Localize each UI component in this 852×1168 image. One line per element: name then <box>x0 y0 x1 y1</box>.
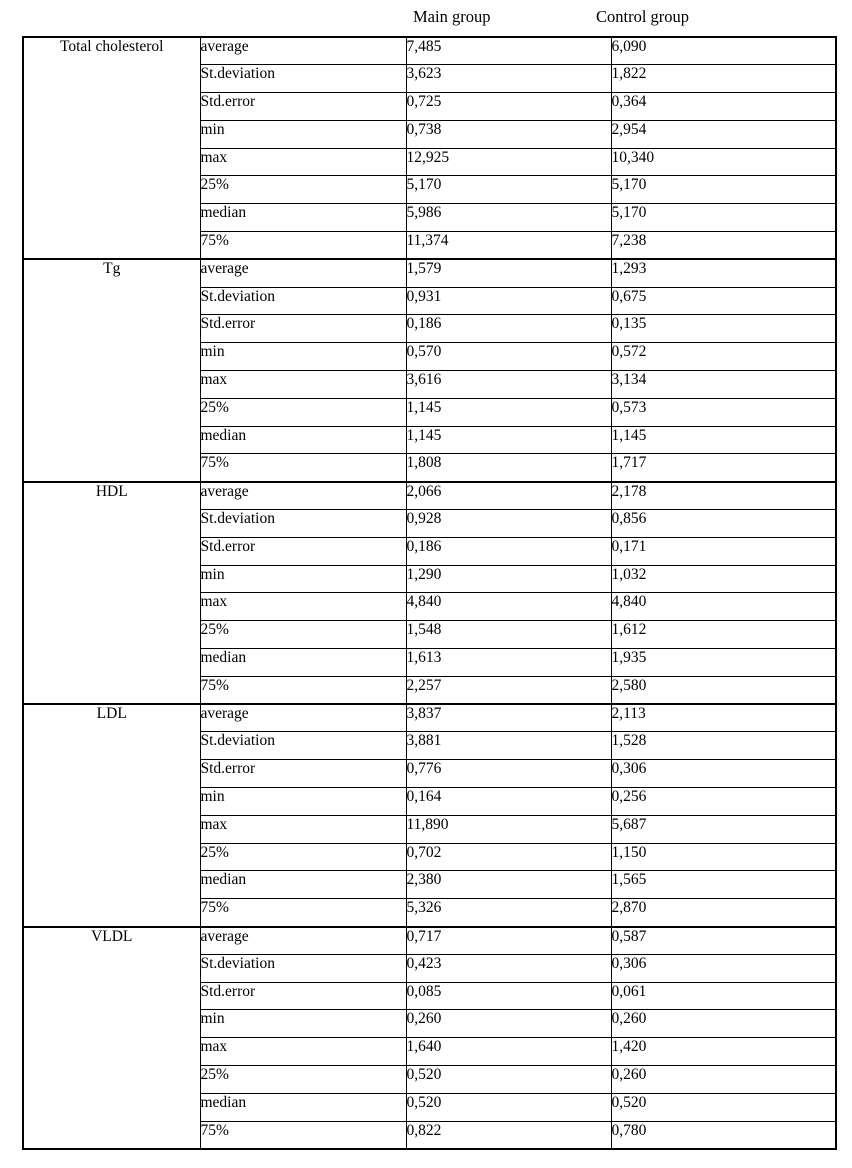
stat-label-cell: St.deviation <box>200 732 406 760</box>
main-value-cell: 5,986 <box>406 204 611 232</box>
table-row <box>23 259 836 287</box>
control-value-cell: 1,822 <box>611 65 836 93</box>
control-value-cell: 0,260 <box>611 1065 836 1093</box>
stat-label-cell: max <box>200 371 406 399</box>
main-value-cell: 3,837 <box>406 704 611 732</box>
main-value-cell: 1,145 <box>406 426 611 454</box>
stat-label-cell: average <box>200 259 406 287</box>
stat-label-cell: min <box>200 120 406 148</box>
stat-label-cell: max <box>200 815 406 843</box>
main-value-cell: 0,822 <box>406 1121 611 1149</box>
main-value-cell: 0,423 <box>406 954 611 982</box>
main-value-cell: 0,931 <box>406 287 611 315</box>
stat-label-cell: 25% <box>200 398 406 426</box>
main-value-cell: 1,640 <box>406 1038 611 1066</box>
main-value-cell: 1,579 <box>406 259 611 287</box>
main-value-cell: 0,570 <box>406 343 611 371</box>
table-row <box>23 927 836 955</box>
main-value-cell: 4,840 <box>406 593 611 621</box>
main-value-cell: 0,186 <box>406 537 611 565</box>
main-value-cell: 0,164 <box>406 788 611 816</box>
control-value-cell: 2,113 <box>611 704 836 732</box>
main-value-cell: 0,186 <box>406 315 611 343</box>
main-value-cell: 0,520 <box>406 1065 611 1093</box>
main-value-cell: 1,613 <box>406 649 611 677</box>
control-value-cell: 1,935 <box>611 649 836 677</box>
main-group-header: Main group <box>413 7 491 26</box>
stat-label-cell: median <box>200 649 406 677</box>
control-value-cell: 5,170 <box>611 204 836 232</box>
control-value-cell: 5,170 <box>611 176 836 204</box>
main-value-cell: 0,928 <box>406 510 611 538</box>
stat-label-cell: 25% <box>200 176 406 204</box>
control-value-cell: 0,306 <box>611 760 836 788</box>
main-value-cell: 0,725 <box>406 93 611 121</box>
control-value-cell: 0,135 <box>611 315 836 343</box>
table-row <box>23 704 836 732</box>
table-row <box>23 37 836 65</box>
category-cell: HDL <box>23 482 200 704</box>
stat-label-cell: St.deviation <box>200 287 406 315</box>
stat-label-cell: median <box>200 426 406 454</box>
control-value-cell: 0,856 <box>611 510 836 538</box>
main-value-cell: 1,808 <box>406 454 611 482</box>
stat-label-cell: average <box>200 482 406 510</box>
control-value-cell: 4,840 <box>611 593 836 621</box>
control-value-cell: 3,134 <box>611 371 836 399</box>
stat-label-cell: Std.error <box>200 537 406 565</box>
control-value-cell: 2,870 <box>611 899 836 927</box>
control-value-cell: 0,520 <box>611 1093 836 1121</box>
control-value-cell: 0,587 <box>611 927 836 955</box>
statistics-table <box>22 36 837 1150</box>
control-value-cell: 0,780 <box>611 1121 836 1149</box>
control-value-cell: 0,306 <box>611 954 836 982</box>
stat-label-cell: Std.error <box>200 760 406 788</box>
control-value-cell: 1,145 <box>611 426 836 454</box>
control-value-cell: 2,580 <box>611 676 836 704</box>
stat-label-cell: average <box>200 704 406 732</box>
main-value-cell: 2,380 <box>406 871 611 899</box>
main-value-cell: 1,548 <box>406 621 611 649</box>
main-value-cell: 11,890 <box>406 815 611 843</box>
stat-label-cell: 75% <box>200 454 406 482</box>
main-value-cell: 2,257 <box>406 676 611 704</box>
control-group-header: Control group <box>596 7 690 26</box>
main-value-cell: 12,925 <box>406 148 611 176</box>
control-value-cell: 1,565 <box>611 871 836 899</box>
column-headers <box>0 7 852 35</box>
control-value-cell: 2,954 <box>611 120 836 148</box>
stat-label-cell: 75% <box>200 232 406 260</box>
main-value-cell: 0,520 <box>406 1093 611 1121</box>
control-value-cell: 0,061 <box>611 982 836 1010</box>
stat-label-cell: min <box>200 788 406 816</box>
control-value-cell: 7,238 <box>611 232 836 260</box>
control-value-cell: 0,675 <box>611 287 836 315</box>
stat-label-cell: 75% <box>200 899 406 927</box>
stat-label-cell: 75% <box>200 676 406 704</box>
control-value-cell: 0,256 <box>611 788 836 816</box>
stat-label-cell: 25% <box>200 1065 406 1093</box>
main-value-cell: 0,717 <box>406 927 611 955</box>
stat-label-cell: average <box>200 37 406 65</box>
stat-label-cell: Std.error <box>200 315 406 343</box>
main-value-cell: 5,326 <box>406 899 611 927</box>
stat-label-cell: median <box>200 1093 406 1121</box>
stat-label-cell: 25% <box>200 621 406 649</box>
control-value-cell: 0,573 <box>611 398 836 426</box>
control-value-cell: 1,717 <box>611 454 836 482</box>
stat-label-cell: min <box>200 565 406 593</box>
main-value-cell: 11,374 <box>406 232 611 260</box>
category-cell: LDL <box>23 704 200 926</box>
control-value-cell: 1,150 <box>611 843 836 871</box>
control-value-cell: 0,364 <box>611 93 836 121</box>
stat-label-cell: Std.error <box>200 93 406 121</box>
category-cell: VLDL <box>23 927 200 1149</box>
stat-label-cell: 75% <box>200 1121 406 1149</box>
control-value-cell: 2,178 <box>611 482 836 510</box>
stat-label-cell: Std.error <box>200 982 406 1010</box>
category-cell: Total cholesterol <box>23 37 200 259</box>
stat-label-cell: St.deviation <box>200 954 406 982</box>
main-value-cell: 2,066 <box>406 482 611 510</box>
control-value-cell: 0,572 <box>611 343 836 371</box>
main-value-cell: 1,290 <box>406 565 611 593</box>
main-value-cell: 1,145 <box>406 398 611 426</box>
stat-label-cell: max <box>200 593 406 621</box>
control-value-cell: 1,420 <box>611 1038 836 1066</box>
stat-label-cell: St.deviation <box>200 65 406 93</box>
main-value-cell: 7,485 <box>406 37 611 65</box>
control-value-cell: 1,032 <box>611 565 836 593</box>
control-value-cell: 5,687 <box>611 815 836 843</box>
main-value-cell: 0,738 <box>406 120 611 148</box>
control-value-cell: 0,260 <box>611 1010 836 1038</box>
category-cell: Tg <box>23 259 200 481</box>
stat-label-cell: max <box>200 1038 406 1066</box>
main-value-cell: 3,881 <box>406 732 611 760</box>
stat-label-cell: max <box>200 148 406 176</box>
main-value-cell: 5,170 <box>406 176 611 204</box>
stat-label-cell: St.deviation <box>200 510 406 538</box>
main-value-cell: 0,776 <box>406 760 611 788</box>
stat-label-cell: average <box>200 927 406 955</box>
stat-label-cell: 25% <box>200 843 406 871</box>
main-value-cell: 0,260 <box>406 1010 611 1038</box>
stat-label-cell: min <box>200 1010 406 1038</box>
stat-label-cell: min <box>200 343 406 371</box>
control-value-cell: 1,528 <box>611 732 836 760</box>
main-value-cell: 0,085 <box>406 982 611 1010</box>
control-value-cell: 1,612 <box>611 621 836 649</box>
control-value-cell: 6,090 <box>611 37 836 65</box>
control-value-cell: 0,171 <box>611 537 836 565</box>
stat-label-cell: median <box>200 871 406 899</box>
table-row <box>23 482 836 510</box>
main-value-cell: 3,623 <box>406 65 611 93</box>
main-value-cell: 0,702 <box>406 843 611 871</box>
stat-label-cell: median <box>200 204 406 232</box>
main-value-cell: 3,616 <box>406 371 611 399</box>
control-value-cell: 10,340 <box>611 148 836 176</box>
control-value-cell: 1,293 <box>611 259 836 287</box>
